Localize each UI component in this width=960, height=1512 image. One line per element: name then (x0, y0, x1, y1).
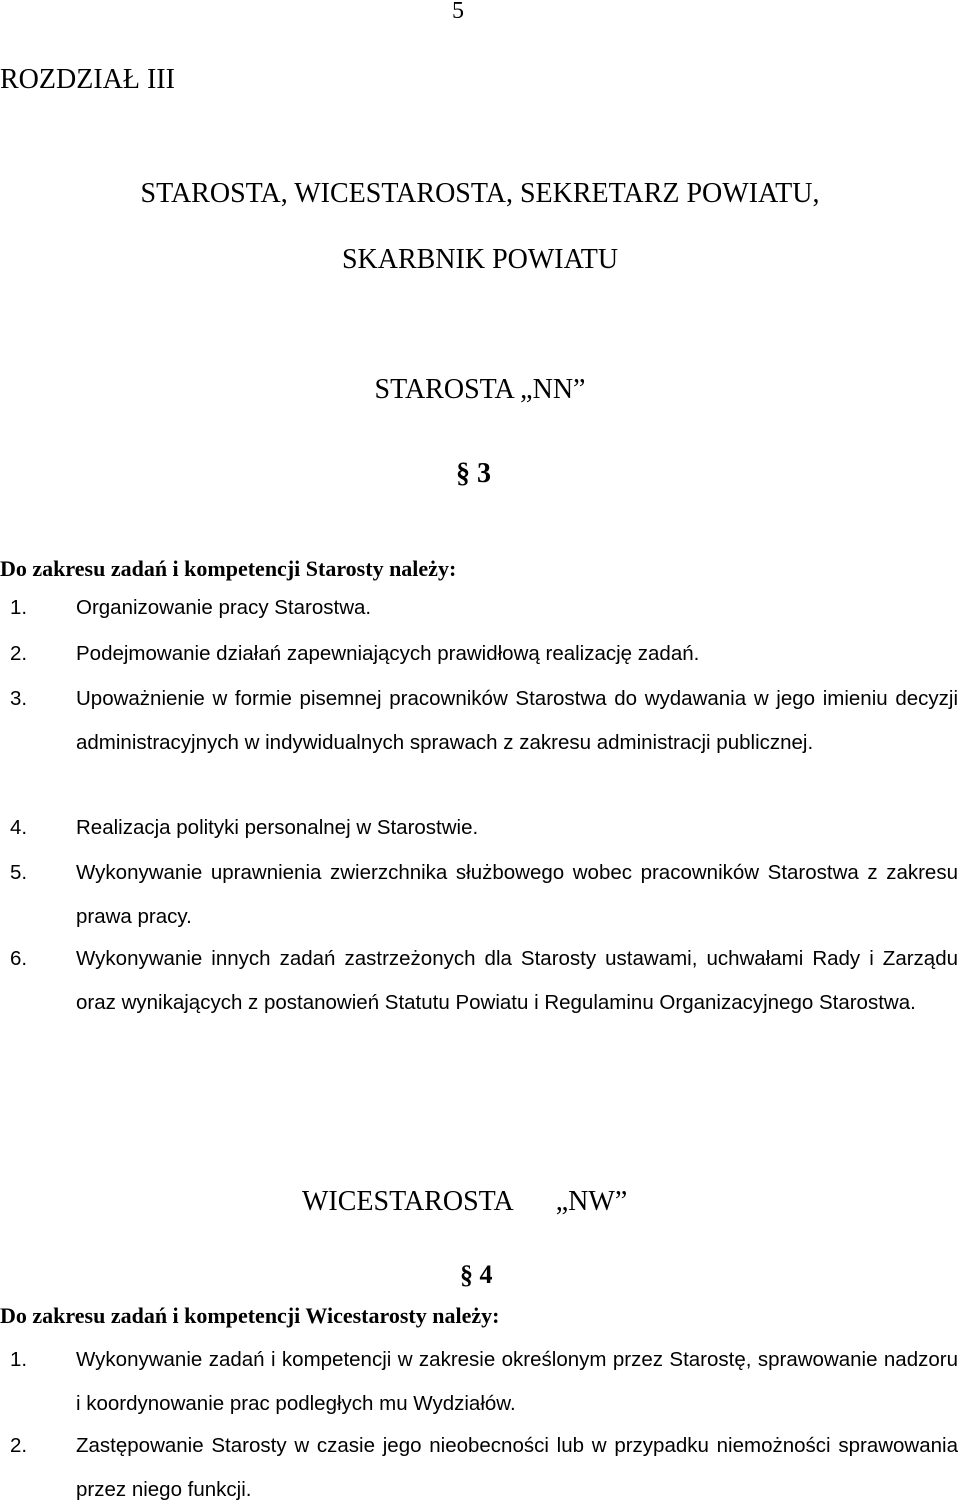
chapter-subtitle-line1: STAROSTA, WICESTAROSTA, SEKRETARZ POWIATU, (140, 178, 820, 209)
list-item-text: Podejmowanie działań zapewniających prawidłową realizację zadań. (76, 642, 700, 665)
paragraph-number-3 (456, 458, 491, 490)
paragraph-number: 4 (479, 1260, 493, 1289)
section-heading-code: „NW” (555, 1186, 628, 1217)
list-item (0, 1338, 958, 1426)
list-item (0, 632, 958, 676)
paragraph-number: 3 (477, 458, 491, 489)
paragraph-sign: § (460, 1260, 473, 1289)
paragraph-sign: § (456, 458, 470, 489)
list-item-text: Organizowanie pracy Starostwa. (76, 596, 372, 619)
list-item-number: 1. (10, 1348, 28, 1371)
list-item-text: Wykonywanie uprawnienia zwierzchnika służbowego wobec pracowników Starostwa z zakresu prawa pracy. (76, 861, 958, 928)
section-heading-starosta: STAROSTA „NN” (374, 374, 586, 405)
list-item-number: 5. (10, 861, 28, 884)
list-item-text: Zastępowanie Starosty w czasie jego nieobecności lub w przypadku niemożności sprawowania przez niego funkcji. (76, 1434, 958, 1501)
list-item (0, 677, 958, 765)
list-item-text: Wykonywanie innych zadań zastrzeżonych dla Starosty ustawami, uchwałami Rady i Zarządu oraz wynikających z postanowień Statutu Powiatu i Regulaminu Organizacyjnego Starostwa. (76, 947, 958, 1014)
section-intro-starosta: Do zakresu zadań i kompetencji Starosty należy: (0, 556, 457, 581)
list-item (0, 586, 958, 630)
paragraph-number-4 (460, 1260, 493, 1290)
list-item-number: 6. (10, 947, 28, 970)
list-item (0, 1424, 958, 1512)
list-item-number: 2. (10, 642, 28, 665)
section-heading-wicestarosta (0, 1186, 960, 1218)
list-item-number: 4. (10, 816, 28, 839)
list-item-text: Realizacja polityki personalnej w Starostwie. (76, 816, 479, 839)
list-item-number: 3. (10, 687, 28, 710)
chapter-subtitle-line2: SKARBNIK POWIATU (341, 244, 619, 275)
section-heading-title: WICESTAROSTA (302, 1186, 514, 1217)
list-item (0, 851, 958, 939)
list-item-number: 2. (10, 1434, 28, 1457)
section-intro-wicestarosta: Do zakresu zadań i kompetencji Wicestarosty należy: (0, 1303, 500, 1328)
list-item (0, 937, 958, 1025)
list-item (0, 806, 958, 850)
list-item-text: Upoważnienie w formie pisemnej pracowników Starostwa do wydawania w jego imieniu decyzji administracyjnych w indywidualnych sprawach z zakresu administracji publicznej. (76, 687, 958, 754)
list-item-text: Wykonywanie zadań i kompetencji w zakresie określonym przez Starostę, sprawowanie nadzoru i koordynowanie prac podległych mu Wydziałów. (76, 1348, 958, 1415)
page-number: 5 (452, 0, 464, 24)
list-item-number: 1. (10, 596, 28, 619)
chapter-title: ROZDZIAŁ III (0, 64, 175, 95)
